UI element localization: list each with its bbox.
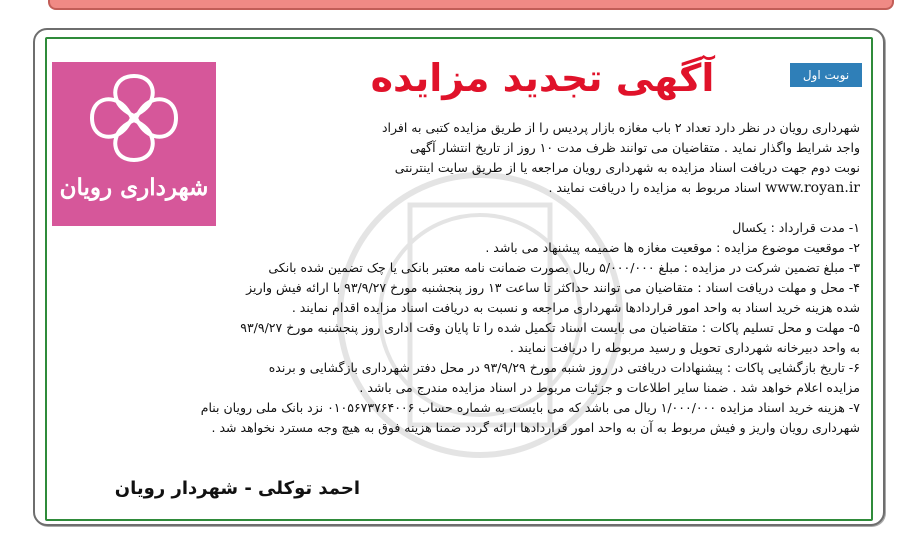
edition-badge: نوبت اول — [790, 63, 862, 87]
condition-item: ۲- موقعیت موضوع مزایده : موقعیت مغازه ها ضمیمه پیشنهاد می باشد . — [485, 240, 860, 255]
intro-line-website — [222, 178, 860, 198]
condition-item: ۷- هزینه خرید اسناد مزایده ۱/۰۰۰/۰۰۰ ریال می باشد که می بایست به شماره حساب ۰۱۰۵۶۷۳۷۶۴۰۰۶ نزد بانک ملی رویان بنام — [200, 400, 860, 415]
website-link[interactable]: www.royan.ir — [765, 180, 860, 196]
condition-item: ۶- تاریخ بازگشایی پاکات : پیشنهادات دریافتی در روز شنبه مورخ ۹۳/۹/۲۹ در محل دفتر شهرداری بازگشایی و برنده — [268, 360, 860, 375]
municipality-logo — [52, 62, 216, 226]
condition-item: ۴- محل و مهلت دریافت اسناد : متقاضیان می توانند حداکثر تا ساعت ۱۳ روز پنجشنبه مورخ ۹۳/۹/۲۷ با ارائه فیش واریز — [246, 280, 860, 295]
condition-item: ۳- مبلغ تضمین شرکت در مزایده : مبلغ ۵/۰۰۰/۰۰۰ ریال بصورت ضمانت نامه معتبر بانکی یا چک تضمین شده بانکی — [268, 260, 860, 275]
condition-item-cont: مزایده اعلام خواهد شد . ضمنا سایر اطلاعات و جزئیات مربوط در اسناد مزایده مندرج می باشد . — [359, 380, 860, 395]
condition-item-cont: شده هزینه خرید اسناد به واحد امور قراردادها شهرداری مراجعه و نسبت به دریافت اسناد مزایده اقدام نمایند . — [291, 300, 860, 315]
intro-line: نوبت دوم جهت دریافت اسناد مزایده به شهرداری رویان مراجعه یا از طریق سایت اینترنتی — [394, 160, 860, 175]
top-banner-bar — [48, 0, 894, 10]
intro-line: واجد شرایط واگذار نماید . متقاضیان می توانند ظرف مدت ۱۰ روز از تاریخ انتشار آگهی — [409, 140, 860, 155]
condition-item: ۱- مدت قرارداد : یکسال — [732, 220, 860, 235]
condition-item: ۵- مهلت و محل تسلیم پاکات : متقاضیان می بایست اسناد تکمیل شده را تا پایان وقت اداری روز پنجشنبه مورخ ۹۳/۹/۲۷ — [240, 320, 860, 335]
website-suffix: اسناد مربوط به مزایده را دریافت نمایند . — [548, 180, 762, 195]
intro-line: شهرداری رویان در نظر دارد تعداد ۲ باب مغازه بازار پردیس را از طریق مزایده کتبی به افراد — [381, 120, 860, 135]
notice-title: آگهی تجدید مزایده — [370, 56, 715, 100]
conditions-list — [58, 218, 860, 438]
logo-org-text: شهرداری رویان — [59, 174, 209, 201]
condition-item-cont: به واحد دبیرخانه شهرداری تحویل و رسید مربوطه را دریافت نمایند . — [509, 340, 860, 355]
signature: احمد توکلی - شهردار رویان — [114, 478, 360, 499]
flower-icon — [52, 62, 216, 226]
intro-paragraph — [222, 118, 860, 198]
condition-item-cont: شهرداری رویان واریز و فیش مربوط به آن به واحد امور قراردادها ارائه گردد ضمنا هزینه فوق به هیچ وجه مسترد نخواهد شد . — [211, 420, 860, 435]
